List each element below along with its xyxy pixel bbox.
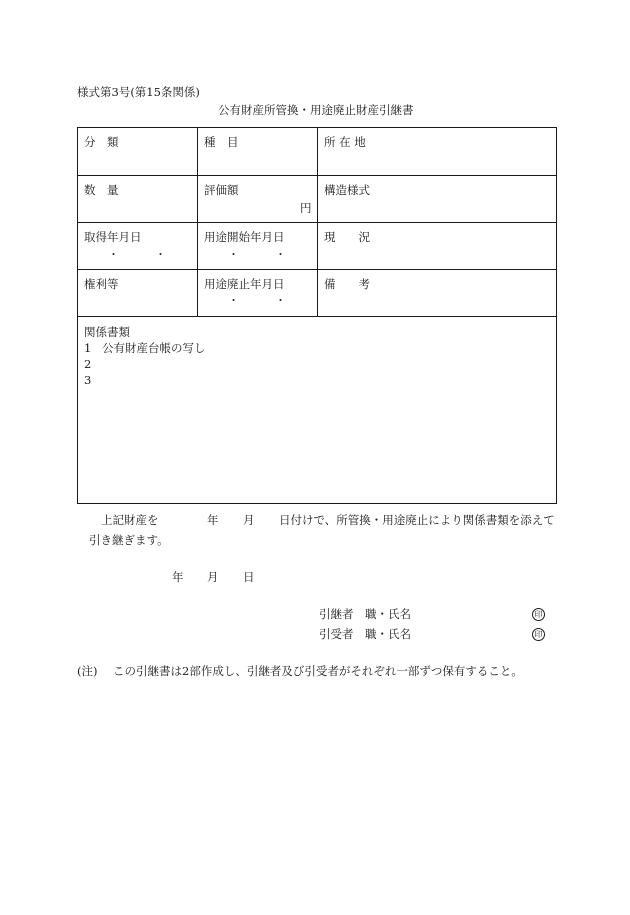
classification-label: 分 類	[84, 135, 119, 149]
quantity-label: 数 量	[84, 183, 119, 197]
statement-suffix: 日付けで、所管換・用途廃止により関係書類を添えて	[279, 513, 555, 527]
date-separator: ・	[108, 248, 119, 261]
document-item-text: 公有財産台帳の写し	[102, 341, 206, 355]
statement-month: 月	[243, 513, 255, 527]
note-label: (注)	[77, 664, 98, 678]
date-year: 年	[172, 570, 184, 584]
date-separator: ・	[155, 248, 166, 261]
form-number: 様式第3号(第15条関係)	[77, 85, 200, 99]
transferee-signature-label: 引受者 職・氏名	[319, 627, 411, 641]
date-month: 月	[207, 570, 219, 584]
date-separator: ・	[275, 294, 286, 307]
seal-mark: 印	[532, 608, 545, 621]
use-start-date-label: 用途開始年月日	[204, 230, 285, 244]
date-separator: ・	[228, 294, 239, 307]
location-label: 所 在 地	[324, 135, 366, 149]
document-title: 公有財産所管換・用途廃止財産引継書	[218, 103, 414, 117]
date-day: 日	[243, 570, 255, 584]
valuation-label: 評価額	[204, 183, 239, 197]
rights-label: 権利等	[84, 277, 119, 291]
document-item-number: 1	[84, 341, 92, 355]
property-transfer-table	[77, 127, 557, 504]
structure-label: 構造様式	[324, 183, 370, 197]
type-label: 種 目	[204, 135, 239, 149]
statement-year: 年	[207, 513, 219, 527]
transferor-signature-label: 引継者 職・氏名	[319, 607, 411, 621]
note-text: この引継書は2部作成し、引継者及び引受者がそれぞれ一部ずつ保有すること。	[113, 664, 523, 678]
document-item-number: 2	[84, 357, 92, 371]
acquisition-date-label: 取得年月日	[84, 230, 142, 244]
seal-mark: 印	[532, 628, 545, 641]
use-abolish-date-label: 用途廃止年月日	[204, 277, 285, 291]
yen-unit: 円	[300, 201, 312, 215]
column-divider	[197, 128, 198, 317]
column-divider	[317, 128, 318, 317]
statement-prefix: 上記財産を	[101, 513, 159, 527]
remarks-label: 備 考	[324, 277, 370, 291]
related-documents-heading: 関係書類	[84, 325, 130, 339]
document-item-number: 3	[84, 373, 92, 387]
statement-line2: 引き継ぎます。	[89, 533, 169, 547]
date-separator: ・	[275, 248, 286, 261]
status-label: 現 況	[324, 230, 370, 244]
date-separator: ・	[228, 248, 239, 261]
